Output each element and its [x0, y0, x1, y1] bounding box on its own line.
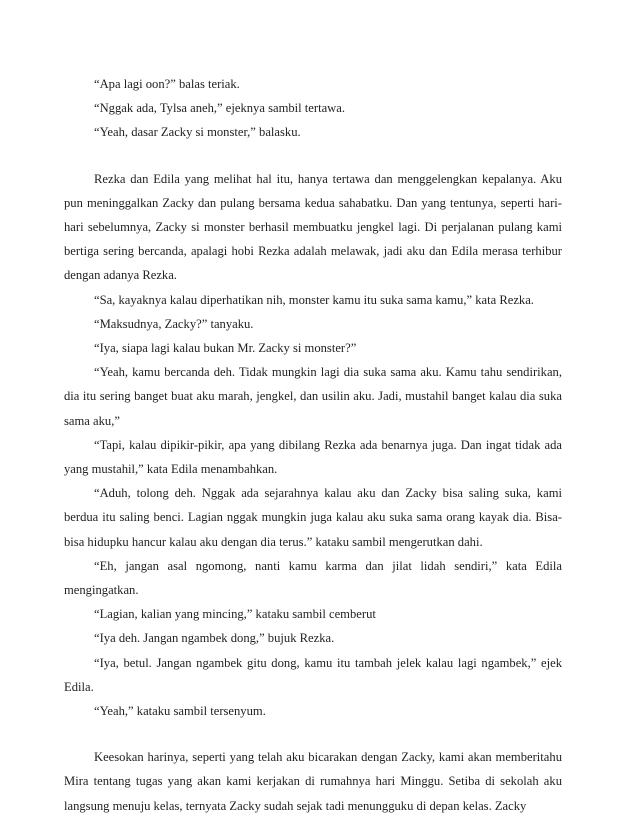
- narrative-paragraph: Keesokan harinya, seperti yang telah aku bicarakan dengan Zacky, kami akan memberitahu Mira tentang tugas yang akan kami kerjakan di rumahnya hari Minggu. Setiba di sekolah aku langsung menuju kelas, ternyata Zacky sudah sejak tadi menungguku di depan kelas. Zacky: [64, 750, 562, 813]
- dialogue-line: “Apa lagi oon?” balas teriak.: [94, 77, 240, 91]
- section-gap: [64, 145, 562, 167]
- dialogue-line: “Sa, kayaknya kalau diperhatikan nih, monster kamu itu suka sama kamu,” kata Rezka.: [94, 292, 534, 307]
- dialogue-line: “Iya, siapa lagi kalau bukan Mr. Zacky si monster?”: [94, 341, 357, 356]
- dialogue-line: “Yeah,” kataku sambil tersenyum.: [94, 704, 266, 719]
- dialogue-paragraph: “Eh, jangan asal ngomong, nanti kamu karma dan jilat lidah sendiri,” kata Edila mengingatkan.: [64, 558, 562, 598]
- dialogue-line: “Iya deh. Jangan ngambek dong,” bujuk Rezka.: [94, 631, 335, 646]
- dialogue-line: “Yeah, dasar Zacky si monster,” balasku.: [94, 125, 301, 140]
- narrative-paragraph: Rezka dan Edila yang melihat hal itu, hanya tertawa dan menggelengkan kepalanya. Aku pun meninggalkan Zacky dan pulang bersama kedua sahabatku. Dan yang tentunya, seperti hari-hari sebelumnya, Zacky si monster berhasil membuatku jengkel lagi. Di perjalanan pulang kami bertiga sering bercanda, apalagi hobi Rezka adalah melawak, jadi aku dan Edila merasa terhibur dengan adanya Rezka.: [64, 171, 562, 283]
- dialogue-line: “Nggak ada, Tylsa aneh,” ejeknya sambil tertawa.: [94, 101, 346, 116]
- dialogue-paragraph: “Yeah, kamu bercanda deh. Tidak mungkin lagi dia suka sama aku. Kamu tahu sendirikan, dia itu sering banget buat aku marah, jengkel, dan usilin aku. Jadi, mustahil banget kalau dia suka sama aku,”: [64, 365, 562, 428]
- body-text: [64, 72, 562, 818]
- section-gap: [64, 723, 562, 745]
- dialogue-paragraph: “Tapi, kalau dipikir-pikir, apa yang dibilang Rezka ada benarnya juga. Dan ingat tidak ada yang mustahil,” kata Edila menambahkan.: [64, 437, 562, 477]
- dialogue-paragraph: “Aduh, tolong deh. Nggak ada sejarahnya kalau aku dan Zacky bisa saling suka, kami berdua itu saling benci. Lagian nggak mungkin juga kalau aku suka sama orang kayak dia. Bisa-bisa hidupku hancur kalau aku dengan dia terus.” kataku sambil mengerutkan dahi.: [64, 486, 562, 549]
- dialogue-line: “Lagian, kalian yang mincing,” kataku sambil cemberut: [94, 607, 376, 622]
- dialogue-line: “Maksudnya, Zacky?” tanyaku.: [94, 316, 254, 331]
- dialogue-paragraph: “Iya, betul. Jangan ngambek gitu dong, kamu itu tambah jelek kalau lagi ngambek,” ejek Edila.: [64, 655, 562, 694]
